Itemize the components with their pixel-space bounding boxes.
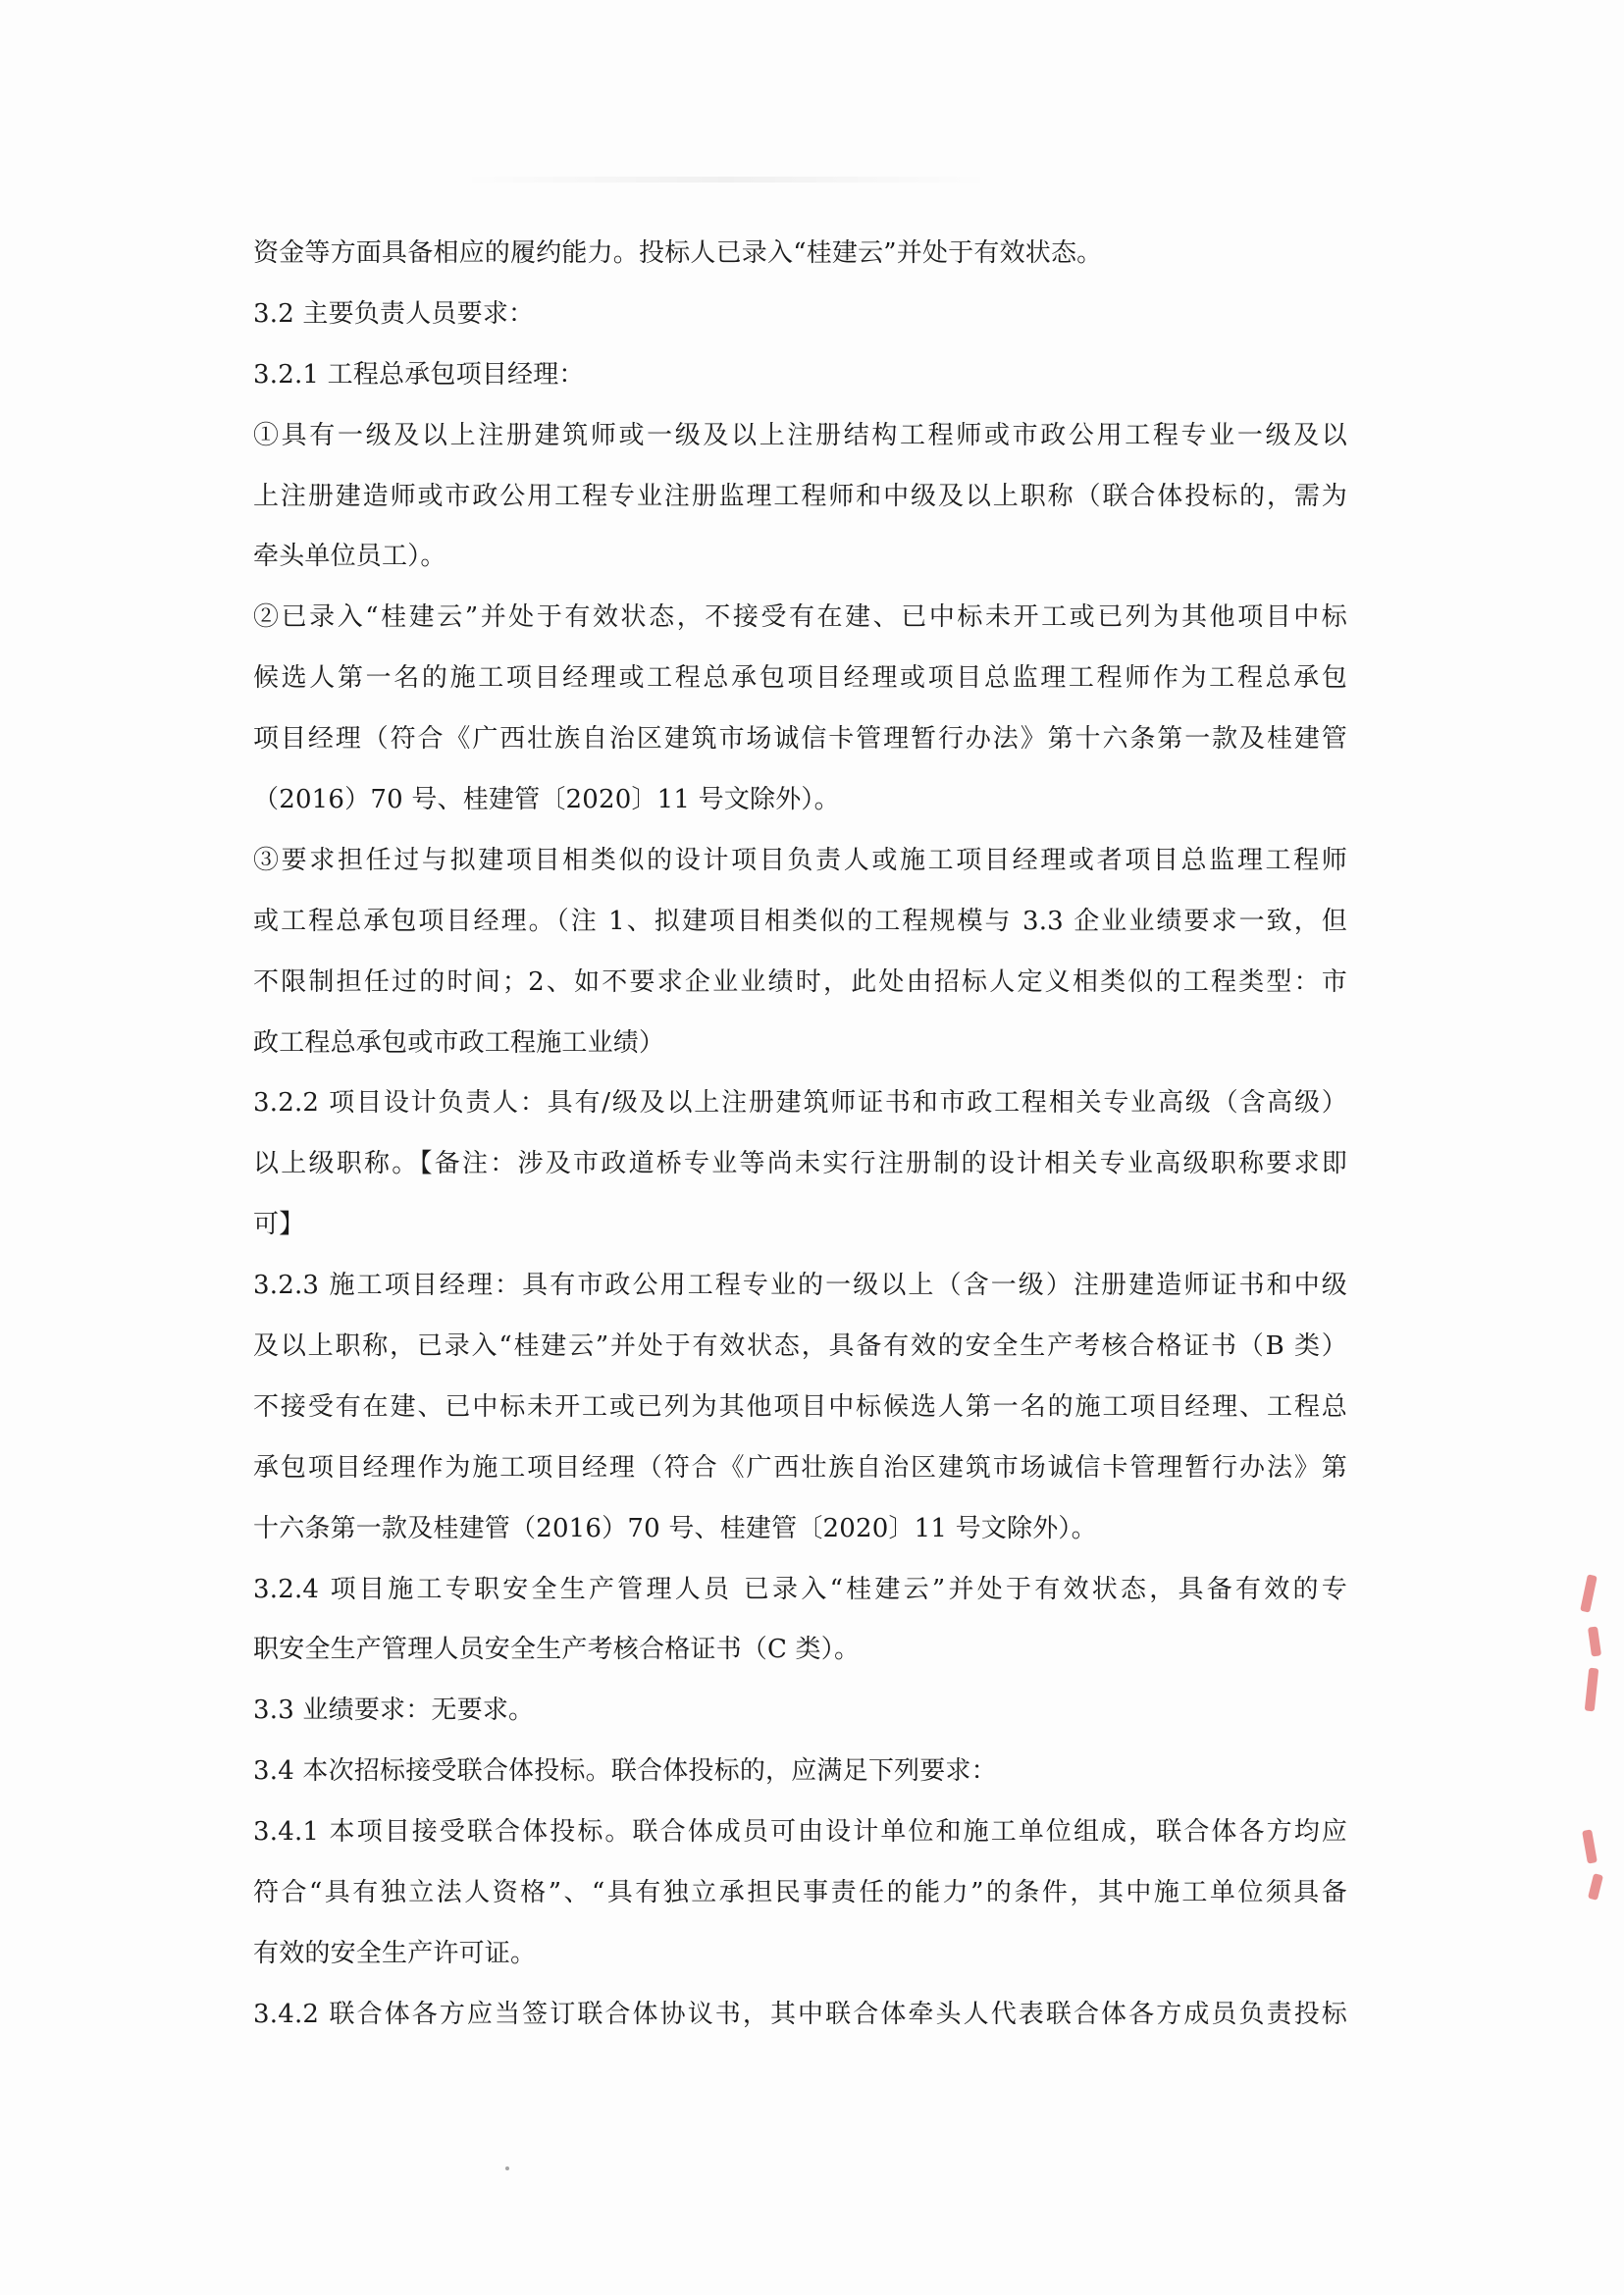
red-stamp-fragment — [1588, 1626, 1601, 1656]
red-stamp-fragment — [1588, 1873, 1603, 1901]
text-line: 或工程总承包项目经理。（注 1、拟建项目相类似的工程规模与 3.3 企业业绩要求一致，但 — [253, 906, 1347, 936]
text-line: ②已录入“桂建云”并处于有效状态，不接受有在建、已中标未开工或已列为其他项目中标 — [253, 602, 1347, 633]
text-line: （2016）70 号、桂建管〔2020〕11 号文除外）。 — [253, 785, 840, 815]
text-line: 承包项目经理作为施工项目经理（符合《广西壮族自治区建筑市场诚信卡管理暂行办法》第 — [253, 1452, 1347, 1483]
text-line: 不限制担任过的时间；2、如不要求企业业绩时，此处由招标人定义相类似的工程类型：市 — [253, 966, 1347, 997]
section-heading: 3.3 业绩要求：无要求。 — [253, 1695, 535, 1726]
text-line: 项目经理（符合《广西壮族自治区建筑市场诚信卡管理暂行办法》第十六条第一款及桂建管 — [253, 724, 1347, 755]
text-line: 有效的安全生产许可证。 — [253, 1938, 537, 1968]
text-line: 3.2.3 施工项目经理：具有市政公用工程专业的一级以上（含一级）注册建造师证书和中级 — [253, 1271, 1347, 1301]
text-line: ③要求担任过与拟建项目相类似的设计项目负责人或施工项目经理或者项目总监理工程师 — [253, 845, 1347, 875]
text-line: 候选人第一名的施工项目经理或工程总承包项目经理或项目总监理工程师作为工程总承包 — [253, 663, 1347, 694]
text-line: 以上级职称。【备注：涉及市政道桥专业等尚未实行注册制的设计相关专业高级职称要求即 — [253, 1149, 1347, 1179]
section-heading: 3.4 本次招标接受联合体投标。联合体投标的，应满足下列要求： — [253, 1756, 997, 1787]
text-line: ①具有一级及以上注册建筑师或一级及以上注册结构工程师或市政公用工程专业一级及以 — [253, 420, 1347, 450]
red-stamp-fragment — [1582, 1829, 1598, 1863]
section-heading: 3.2 主要负责人员要求： — [253, 298, 535, 329]
text-line: 职安全生产管理人员安全生产考核合格证书（C 类）。 — [253, 1635, 861, 1665]
text-line: 政工程总承包或市政工程施工业绩） — [253, 1027, 665, 1058]
section-heading: 3.2.1 工程总承包项目经理： — [253, 359, 585, 390]
red-stamp-fragment — [1585, 1668, 1599, 1712]
text-line: 3.4.1 本项目接受联合体投标。联合体成员可由设计单位和施工单位组成，联合体各方均应 — [253, 1817, 1347, 1848]
scan-speck — [469, 1283, 473, 1287]
text-line: 符合“具有独立法人资格”、“具有独立承担民事责任的能力”的条件，其中施工单位须具备 — [253, 1878, 1347, 1908]
scan-shadow — [461, 177, 991, 183]
text-line: 及以上职称，已录入“桂建云”并处于有效状态，具备有效的安全生产考核合格证书（B 类） — [253, 1331, 1347, 1362]
text-line: 十六条第一款及桂建管（2016）70 号、桂建管〔2020〕11 号文除外）。 — [253, 1513, 1097, 1543]
text-line: 3.2.2 项目设计负责人：具有/级及以上注册建筑师证书和市政工程相关专业高级（含高级） — [253, 1088, 1347, 1119]
document-body — [253, 224, 1347, 2046]
scan-speck — [505, 2166, 509, 2170]
text-line: 资金等方面具备相应的履约能力。投标人已录入“桂建云”并处于有效状态。 — [253, 238, 1103, 268]
text-line: 可】 — [253, 1210, 305, 1240]
red-stamp-fragment — [1580, 1574, 1598, 1612]
text-line: 牵头单位员工）。 — [253, 542, 446, 572]
text-line: 3.2.4 项目施工专职安全生产管理人员 已录入“桂建云”并处于有效状态，具备有效的专 — [253, 1574, 1347, 1604]
text-line: 不接受有在建、已中标未开工或已列为其他项目中标候选人第一名的施工项目经理、工程总 — [253, 1391, 1347, 1422]
text-line: 3.4.2 联合体各方应当签订联合体协议书，其中联合体牵头人代表联合体各方成员负责投标 — [253, 1999, 1347, 2029]
text-line: 上注册建造师或市政公用工程专业注册监理工程师和中级及以上职称（联合体投标的，需为 — [253, 481, 1347, 511]
